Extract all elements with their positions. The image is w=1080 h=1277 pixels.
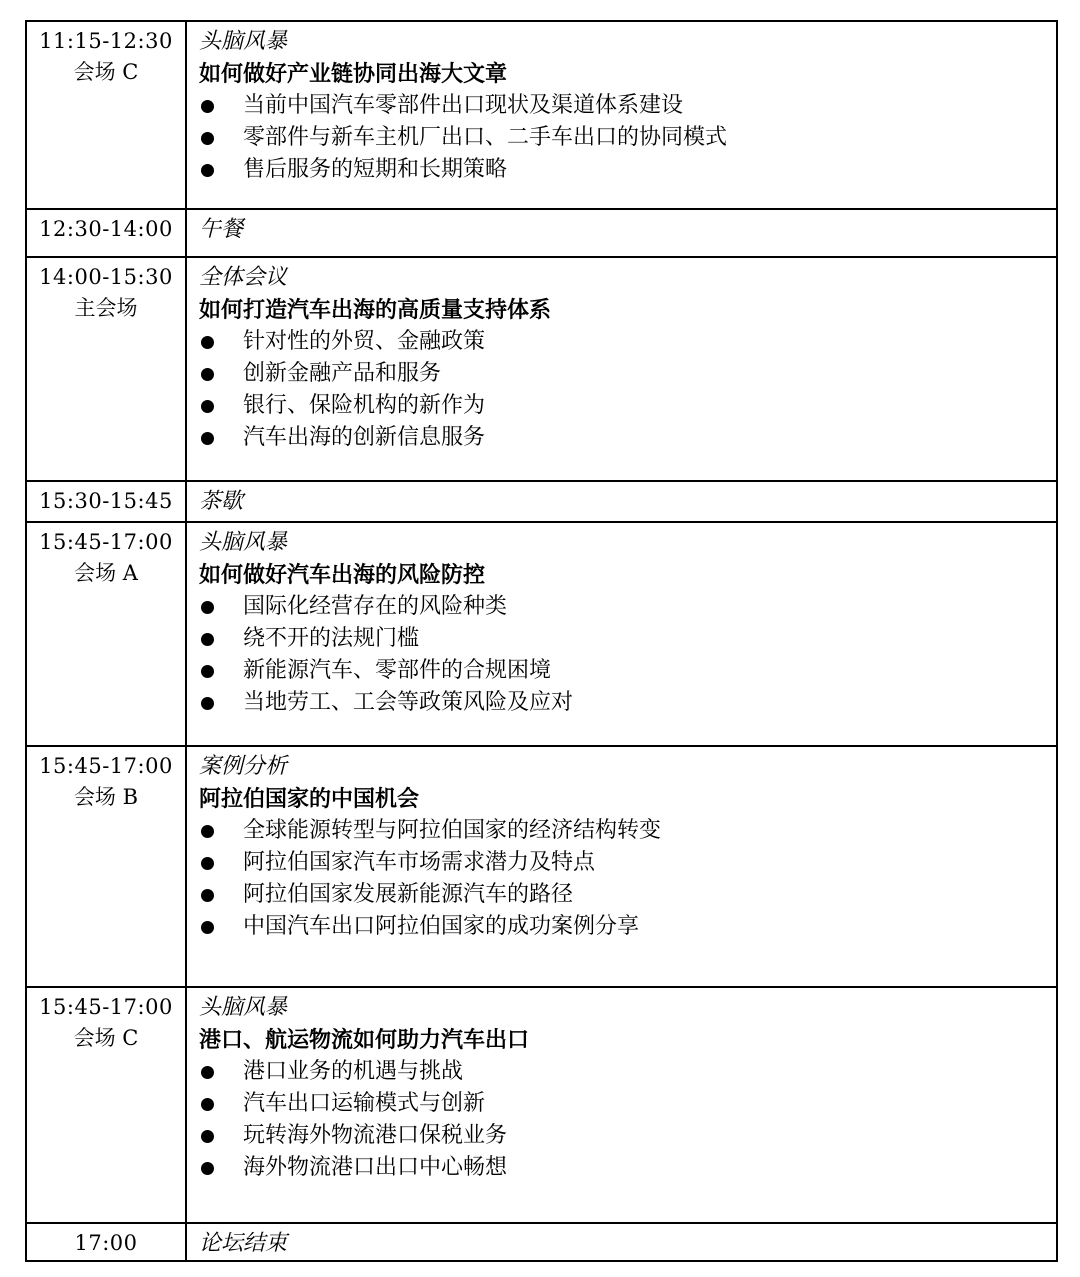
session-type: 全体会议: [199, 265, 288, 290]
session-time: 15:45-17:00: [39, 754, 173, 778]
session-time: 11:15-12:30: [39, 29, 173, 53]
bullet-icon: [201, 633, 214, 646]
bullet-icon: [201, 665, 214, 678]
bullet-icon: [201, 1066, 214, 1079]
session-type: 论坛结束: [199, 1231, 288, 1256]
session-body: [186, 257, 1057, 481]
bullet-icon: [201, 1098, 214, 1111]
session-title: 如何做好产业链协同出海大文章: [199, 61, 508, 87]
topic-item: 新能源汽车、零部件的合规困境: [199, 655, 1056, 687]
session-body: [186, 481, 1057, 522]
session-body: [186, 1223, 1057, 1261]
topic-item: 全球能源转型与阿拉伯国家的经济结构转变: [199, 815, 1056, 847]
topic-item: 售后服务的短期和长期策略: [199, 154, 1056, 186]
session-type: 茶歇: [199, 489, 244, 514]
session-body: [186, 209, 1057, 257]
time-cell: [26, 746, 186, 987]
topic-item: 海外物流港口出口中心畅想: [199, 1152, 1056, 1184]
session-time: 15:45-17:00: [39, 995, 173, 1019]
bullet-icon: [201, 1130, 214, 1143]
session-type: 头脑风暴: [199, 29, 288, 54]
session-venue: 会场 C: [73, 60, 139, 84]
topic-item: 汽车出口运输模式与创新: [199, 1088, 1056, 1120]
session-topics: [199, 326, 1056, 454]
session-venue: 主会场: [74, 296, 138, 320]
session-venue: 会场 A: [74, 561, 138, 585]
session-title: 港口、航运物流如何助力汽车出口: [199, 1027, 530, 1053]
topic-item: 阿拉伯国家汽车市场需求潜力及特点: [199, 847, 1056, 879]
session-time: 12:30-14:00: [39, 217, 173, 241]
bullet-icon: [201, 697, 214, 710]
topic-item: 银行、保险机构的新作为: [199, 390, 1056, 422]
session-title: 如何做好汽车出海的风险防控: [199, 562, 486, 588]
bullet-icon: [201, 857, 214, 870]
session-topics: [199, 815, 1056, 943]
bullet-icon: [201, 336, 214, 349]
session-row: [26, 522, 1057, 746]
session-body: [186, 746, 1057, 987]
session-type: 午餐: [199, 217, 244, 242]
time-cell: [26, 522, 186, 746]
bullet-icon: [201, 1162, 214, 1175]
session-type: 头脑风暴: [199, 530, 288, 555]
session-row: [26, 481, 1057, 522]
topic-item: 绕不开的法规门槛: [199, 623, 1056, 655]
time-cell: [26, 987, 186, 1223]
session-topics: [199, 591, 1056, 719]
session-row: [26, 1223, 1057, 1261]
topic-item: 阿拉伯国家发展新能源汽车的路径: [199, 879, 1056, 911]
bullet-icon: [201, 889, 214, 902]
bullet-icon: [201, 400, 214, 413]
topic-item: 国际化经营存在的风险种类: [199, 591, 1056, 623]
topic-item: 港口业务的机遇与挑战: [199, 1056, 1056, 1088]
session-time: 14:00-15:30: [39, 265, 173, 289]
time-cell: [26, 209, 186, 257]
session-row: [26, 746, 1057, 987]
agenda-table: [25, 20, 1058, 1262]
time-cell: [26, 481, 186, 522]
session-time: 17:00: [74, 1231, 138, 1255]
session-type: 案例分析: [199, 754, 288, 779]
bullet-icon: [201, 601, 214, 614]
time-cell: [26, 257, 186, 481]
topic-item: 当前中国汽车零部件出口现状及渠道体系建设: [199, 90, 1056, 122]
session-body: [186, 21, 1057, 209]
session-row: [26, 21, 1057, 209]
session-venue: 会场 C: [73, 1026, 139, 1050]
time-cell: [26, 21, 186, 209]
session-venue: 会场 B: [73, 785, 139, 809]
bullet-icon: [201, 164, 214, 177]
bullet-icon: [201, 368, 214, 381]
session-row: [26, 257, 1057, 481]
session-topics: [199, 1056, 1056, 1184]
topic-item: 针对性的外贸、金融政策: [199, 326, 1056, 358]
bullet-icon: [201, 432, 214, 445]
topic-item: 汽车出海的创新信息服务: [199, 422, 1056, 454]
session-body: [186, 522, 1057, 746]
topic-item: 玩转海外物流港口保税业务: [199, 1120, 1056, 1152]
bullet-icon: [201, 100, 214, 113]
bullet-icon: [201, 132, 214, 145]
topic-item: 创新金融产品和服务: [199, 358, 1056, 390]
bullet-icon: [201, 825, 214, 838]
session-time: 15:30-15:45: [39, 489, 173, 513]
session-row: [26, 987, 1057, 1223]
session-title: 阿拉伯国家的中国机会: [199, 786, 420, 812]
topic-item: 当地劳工、工会等政策风险及应对: [199, 687, 1056, 719]
session-time: 15:45-17:00: [39, 530, 173, 554]
time-cell: [26, 1223, 186, 1261]
session-body: [186, 987, 1057, 1223]
session-type: 头脑风暴: [199, 995, 288, 1020]
topic-item: 中国汽车出口阿拉伯国家的成功案例分享: [199, 911, 1056, 943]
topic-item: 零部件与新车主机厂出口、二手车出口的协同模式: [199, 122, 1056, 154]
session-row: [26, 209, 1057, 257]
session-title: 如何打造汽车出海的高质量支持体系: [199, 297, 552, 323]
session-topics: [199, 90, 1056, 186]
bullet-icon: [201, 921, 214, 934]
